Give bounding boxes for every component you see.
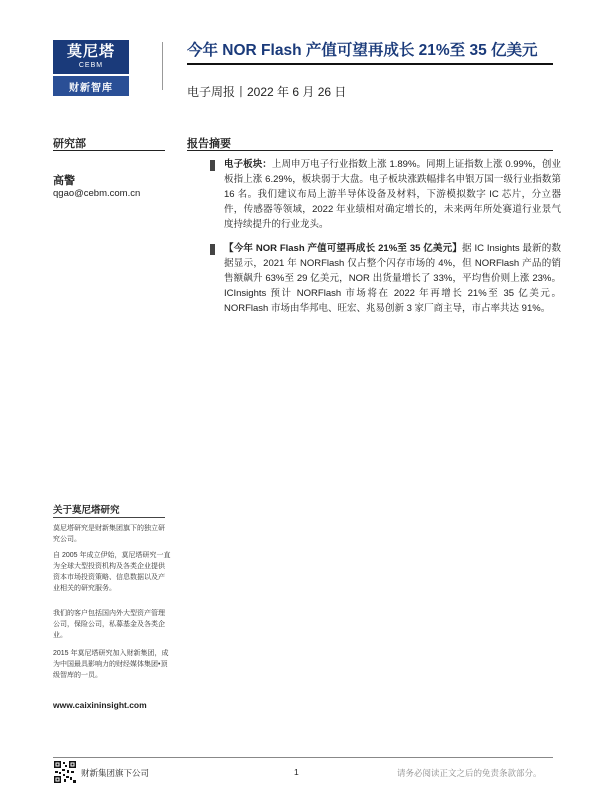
- footer-rule: [53, 757, 553, 758]
- about-paragraph: 自 2005 年成立伊始，莫尼塔研究一直为全球大型投资机构及各类企业提供资本市场投资策略、信息数据以及产业相关的研究服务。: [53, 552, 171, 592]
- report-subtitle: 电子周报丨2022 年 6 月 26 日: [187, 85, 347, 99]
- page-number: 1: [294, 767, 299, 777]
- footer-company: 财新集团旗下公司: [81, 768, 150, 778]
- logo-tagline: 财新智库: [53, 76, 129, 96]
- about-paragraph: 我们的客户包括国内外大型资产管理公司，保险公司，私募基金及各类企业。: [53, 610, 165, 639]
- paragraph-1-body: 上周申万电子行业指数上涨 1.89%。同期上证指数上涨 0.99%，创业板指上涨 6.29%，板块弱于大盘。电子板块涨跌幅排名申银万国一级行业指数第 16 名。我们建议布局上游半导体设备及材料，下游模拟数字 IC 芯片，分立器件，传感器等领域，2022 年业绩相对确定增长的，未来两年所处赛道行业景气度持续提升的行业龙头。: [224, 159, 561, 230]
- bullet-marker: [210, 160, 215, 171]
- header-divider: [162, 42, 163, 90]
- paragraph-2-heading: 【今年 NOR Flash 产值可望再成长 21%至 35 亿美元】: [224, 243, 463, 254]
- about-rule: [53, 517, 165, 518]
- cebm-logo: [53, 40, 129, 96]
- logo-name: 莫尼塔: [66, 43, 115, 60]
- summary-paragraph-1: [224, 157, 561, 232]
- website-link[interactable]: www.caixininsight.com: [53, 700, 147, 710]
- summary-paragraph-2: [224, 241, 561, 316]
- paragraph-1-heading: 电子板块：: [224, 159, 272, 170]
- about-paragraph: 2015 年莫尼塔研究加入财新集团，成为中国最具影响力的财经媒体集团•顶级智库的一员。: [53, 650, 169, 679]
- paragraph-2-body: 据 IC Insights 最新的数据显示，2021 年 NORFlash 仅占整个闪存市场的 4%，但 NORFlash 产品的销售额飙升 63%至 29 亿美元，NOR 出货量增长了 33%，平均售价则上涨 23%。ICInsights 预计 NORFlash 市场将在 2022 年再增长 21%至 35 亿美元。NORFlash 市场由华邦电、旺宏、兆易创新 3 家厂商主导，市占率共达 91%。: [224, 243, 561, 314]
- analyst-email[interactable]: qgao@cebm.com.cn: [53, 188, 141, 199]
- about-paragraph: 莫尼塔研究是财新集团旗下的独立研究公司。: [53, 525, 165, 543]
- title-rule: [187, 63, 553, 65]
- research-dept-label: 研究部: [53, 138, 86, 150]
- logo-sub: CEBM: [78, 62, 104, 69]
- left-section-rule: [53, 150, 165, 151]
- footer-disclaimer: 请务必阅读正文之后的免责条款部分。: [397, 768, 542, 778]
- bullet-marker: [210, 244, 215, 255]
- qr-code-icon: [53, 760, 77, 784]
- about-title: 关于莫尼塔研究: [53, 505, 120, 516]
- summary-label: 报告摘要: [187, 138, 231, 150]
- report-title: 今年 NOR Flash 产值可望再成长 21%至 35 亿美元: [187, 42, 538, 59]
- analyst-name: 高警: [53, 175, 75, 187]
- right-section-rule: [187, 150, 553, 151]
